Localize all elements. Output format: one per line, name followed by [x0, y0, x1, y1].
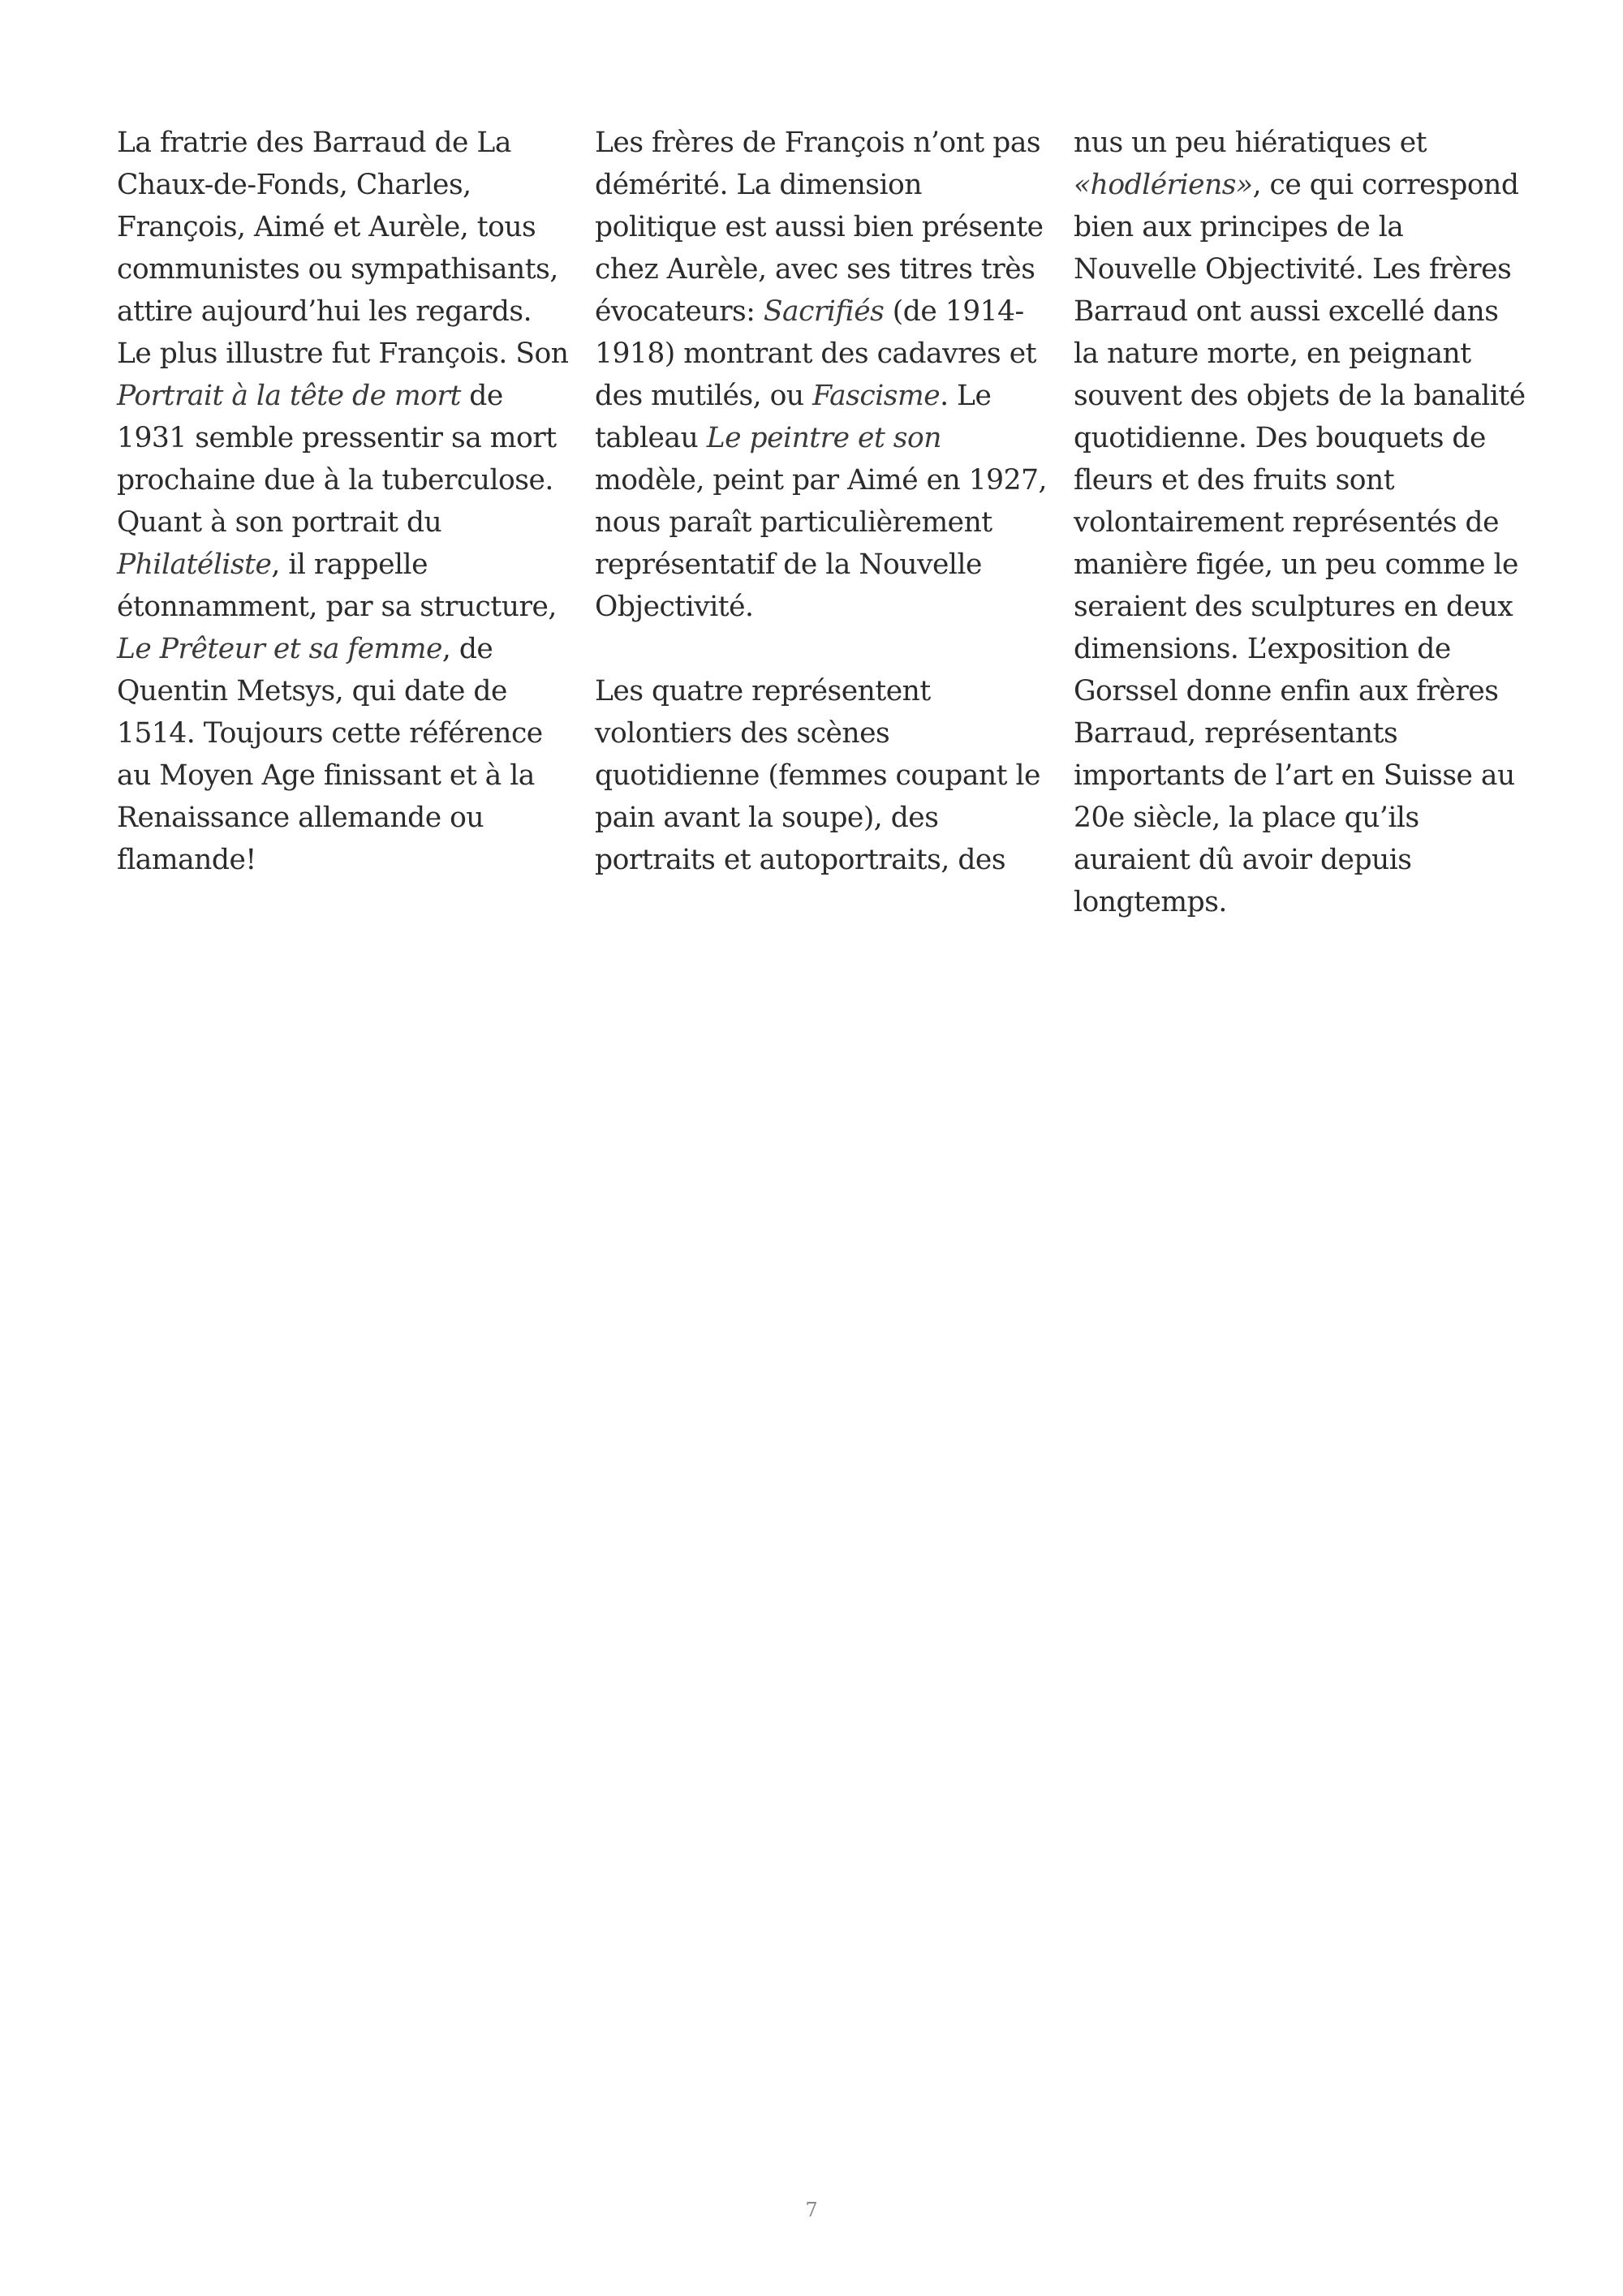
text-run: modèle, peint par Aimé en 1927, nous paraît particulièrement représentatif de la Nouvelle Objectivité. — [595, 464, 1047, 623]
italic-title: «hodlériens» — [1074, 169, 1253, 201]
text-run: de 1931 semble pressentir sa mort prochaine due à la tuberculose. Quant à son portrait du — [117, 380, 557, 539]
paragraph — [1074, 122, 1528, 923]
text-run: Les quatre représentent volontiers des scènes quotidienne (femmes coupant le pain avant la soupe), des portraits et autoportraits, des — [595, 675, 1040, 876]
page-number: 7 — [805, 2199, 818, 2221]
text-column-3 — [1074, 122, 1528, 923]
paragraph — [117, 122, 571, 881]
italic-title: Portrait à la tête de mort — [117, 380, 461, 412]
paragraph — [595, 670, 1049, 881]
text-run: Les frères de François n’ont pas démérité. La dimension politique est aussi bien présente chez Aurèle, avec ses titres très évocateurs: — [595, 127, 1044, 328]
text-column-1 — [117, 122, 571, 881]
text-column-2 — [595, 122, 1049, 881]
text-run: , de Quentin Metsys, qui date de 1514. Toujours cette référence au Moyen Age finissant et à la Renaissance allemande ou flamande! — [117, 633, 543, 876]
paragraph — [595, 122, 1049, 628]
text-run: (de 1914-1918) montrant des cadavres et des mutilés, ou — [595, 295, 1036, 412]
text-run: nus un peu hiératiques et — [1074, 127, 1427, 159]
italic-title: Philatéliste — [117, 548, 272, 581]
text-run: , il rappelle étonnamment, par sa structure, — [117, 548, 557, 623]
italic-title: Sacrifiés — [763, 295, 885, 328]
italic-title: Le peintre et son — [706, 422, 941, 454]
italic-title: Le Prêteur et sa femme — [117, 633, 442, 665]
text-run: , ce qui correspond bien aux principes de la Nouvelle Objectivité. Les frères Barraud ont aussi excellé dans la nature morte, en peignant souvent des objets de la banalité quotidienne. Des bouquets de fleurs et des fruits sont volontairement représentés de manière figée, un peu comme le seraient des sculptures en deux dimensions. L’exposition de Gorssel donne enfin aux frères Barraud, représentants importants de l’art en Suisse au 20e siècle, la place qu’ils auraient dû avoir depuis longtemps. — [1074, 169, 1526, 918]
italic-title: Fascisme — [812, 380, 941, 412]
text-run: La fratrie des Barraud de La Chaux-de-Fonds, Charles, François, Aimé et Aurèle, tous communistes ou sympathisants, attire aujourd’hui les regards. Le plus illustre fut François. Son — [117, 127, 569, 370]
text-run: . Le tableau — [595, 380, 992, 454]
